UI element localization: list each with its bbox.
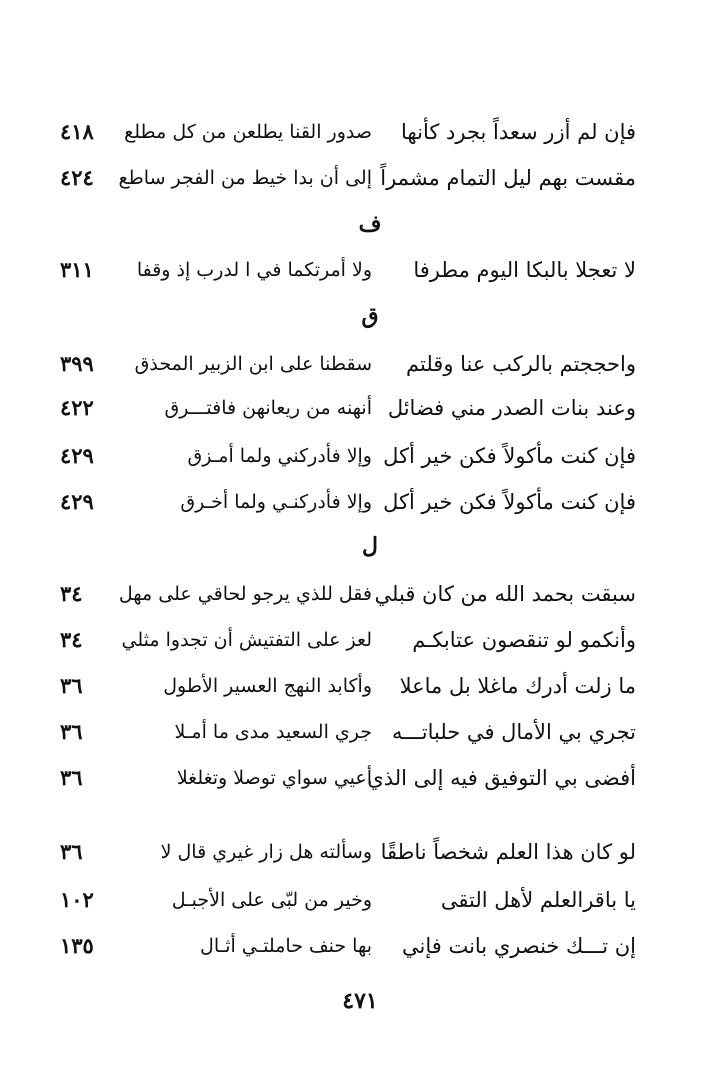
verse-second-hemistich: أعيي سواي توصلا وتغلغلا — [176, 767, 372, 789]
verse-first-hemistich: سبقت بحمد الله من كان قبلي — [374, 582, 636, 606]
verse-second-hemistich: صدور القنا يطلعن من كل مطلع — [124, 121, 372, 143]
verse-second-hemistich: وسألته هل زار غيري قال لا — [160, 841, 372, 863]
verse-second-hemistich: بها حنف حاملتـي أثـال — [200, 935, 372, 957]
verse-second-hemistich: وإلا فأدركنـي ولما أخـرق — [180, 491, 372, 513]
rhyme-letter-header: ف — [358, 211, 382, 237]
verse-first-hemistich: فإن كنت مأكولاً فكن خير أكل — [383, 444, 636, 468]
page-reference: ٣٦ — [60, 765, 83, 790]
page-reference: ٤١٨ — [60, 119, 94, 144]
verse-second-hemistich: سقطنا على ابن الزبير المحذق — [134, 353, 372, 375]
page-number: ٤٧١ — [342, 988, 378, 1014]
verse-line — [0, 830, 722, 874]
verse-line — [0, 342, 722, 386]
verse-first-hemistich: أفضى بي التوفيق فيه إلى الذي — [367, 766, 636, 790]
page-reference: ٣٩٩ — [60, 351, 94, 376]
verse-second-hemistich: إلى أن بدا خيط من الفجر ساطع — [118, 167, 372, 189]
verse-first-hemistich: إن تـــك خنصري بانت فإني — [401, 934, 636, 958]
verse-first-hemistich: واحججتم بالركب عنا وقلتم — [406, 352, 636, 376]
verse-line — [0, 572, 722, 616]
page-reference: ٣٦ — [60, 839, 83, 864]
page-reference: ٤٢٤ — [60, 165, 94, 190]
verse-line — [0, 924, 722, 968]
verse-line — [0, 248, 722, 292]
verse-second-hemistich: وأكابد النهج العسير الأطول — [163, 675, 372, 697]
verse-first-hemistich: لا تعجلا بالبكا اليوم مطرفا — [413, 258, 636, 282]
verse-second-hemistich: فقل للذي يرجو لحاقي على مهل — [118, 583, 372, 605]
verse-second-hemistich: وإلا فأدركني ولما أمـزق — [187, 445, 372, 467]
rhyme-letter-header: ق — [361, 303, 379, 329]
verse-second-hemistich: ولا أمرتكما في ا لدرب إذ وقفا — [136, 259, 372, 281]
verse-line — [0, 878, 722, 922]
verse-second-hemistich: وخير من لبّى على الأجبـل — [171, 889, 372, 911]
verse-first-hemistich: فإن لم أزر سعداً بجرد كأنها — [401, 120, 636, 144]
verse-first-hemistich: ما زلت أدرك ماغلا بل ماعلا — [399, 674, 636, 698]
page-reference: ٣١١ — [60, 257, 94, 282]
verse-second-hemistich: أنهنه من ريعانهن فافتـــرق — [164, 397, 372, 419]
rhyme-letter-header: ل — [362, 533, 378, 559]
verse-second-hemistich: لعز على التفتيش أن تجدوا مثلي — [121, 629, 372, 651]
page-reference: ٣٦ — [60, 673, 83, 698]
page-reference: ٣٦ — [60, 719, 83, 744]
verse-line — [0, 156, 722, 200]
verse-first-hemistich: يا باقرالعلم لأهل التقى — [440, 888, 636, 912]
page-reference: ٤٢٢ — [60, 395, 94, 420]
page-reference: ١٣٥ — [60, 933, 94, 958]
verse-line — [0, 110, 722, 154]
verse-first-hemistich: وعند بنات الصدر مني فضائل — [387, 396, 636, 420]
page-reference: ٤٢٩ — [60, 489, 94, 514]
verse-first-hemistich: وأنكمو لو تنقصون عتابكـم — [412, 628, 636, 652]
verse-first-hemistich: لو كان هذا العلم شخصاً ناطقًا — [380, 840, 636, 864]
page-reference: ٣٤ — [60, 581, 83, 606]
verse-first-hemistich: فإن كنت مأكولاً فكن خير أكل — [383, 490, 636, 514]
page-reference: ٤٢٩ — [60, 443, 94, 468]
verse-line — [0, 756, 722, 800]
verse-first-hemistich: مقست بهم ليل التمام مشمراً — [380, 166, 636, 190]
verse-line — [0, 618, 722, 662]
verse-first-hemistich: تجري بي الأمال في حلباتـــه — [392, 720, 636, 744]
page-reference: ٣٤ — [60, 627, 83, 652]
verse-line — [0, 480, 722, 524]
verse-line — [0, 434, 722, 478]
page-reference: ١٠٢ — [60, 887, 94, 912]
verse-line — [0, 386, 722, 430]
verse-line — [0, 710, 722, 754]
verse-second-hemistich: جري السعيد مدى ما أمـلا — [174, 721, 372, 743]
verse-line — [0, 664, 722, 708]
